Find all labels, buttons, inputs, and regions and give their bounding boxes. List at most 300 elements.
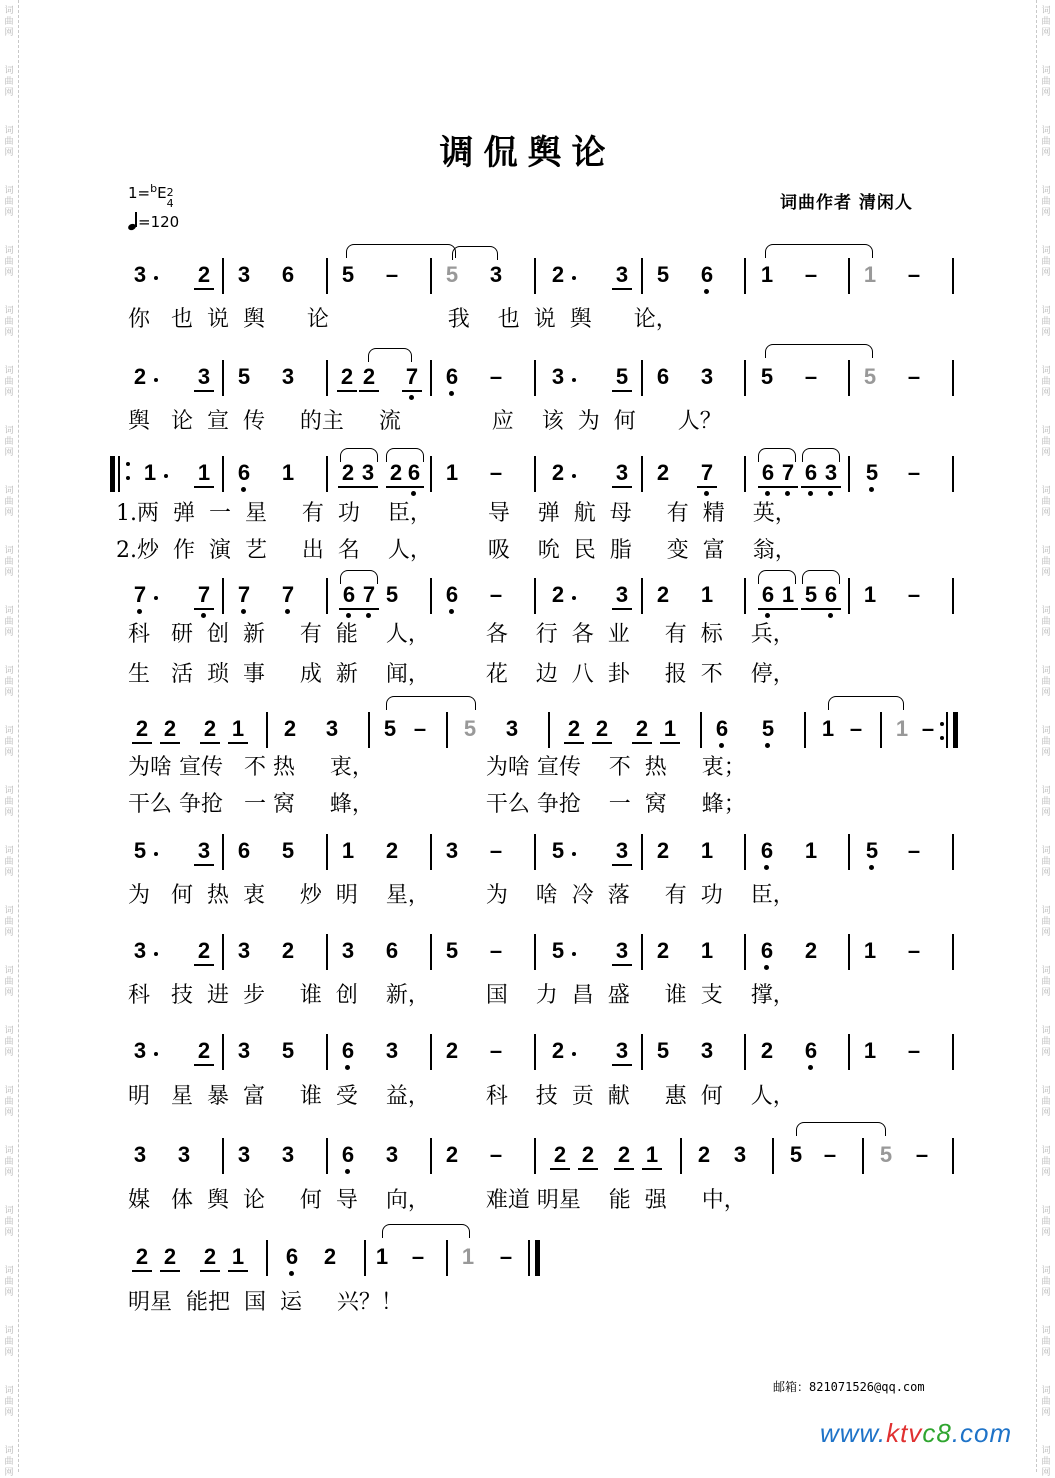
note: 6 — [800, 1038, 822, 1064]
note: 1 — [193, 460, 215, 486]
extension-dash: – — [804, 262, 818, 287]
bar-line — [222, 360, 224, 396]
bar-line — [848, 578, 850, 614]
watermark-glyph: 词 — [4, 1446, 14, 1456]
note: 6 — [338, 582, 360, 608]
watermark-glyph: 曲 — [1041, 617, 1051, 627]
extension-dash: – — [804, 364, 818, 389]
bar-line — [848, 834, 850, 870]
composer-credit: 词曲作者 清闲人 — [780, 193, 913, 213]
bar-line — [266, 712, 268, 748]
bar-line — [804, 712, 806, 748]
bar-line — [848, 360, 850, 396]
note: 3 — [733, 1142, 747, 1167]
watermark-glyph: 曲 — [4, 1337, 14, 1347]
watermark-glyph: 网 — [4, 1348, 14, 1358]
bar-line — [222, 258, 224, 294]
note: 5 — [463, 716, 477, 741]
watermark-glyph: 词 — [1041, 246, 1051, 256]
bar-line — [952, 258, 954, 294]
watermark-glyph: 网 — [1041, 688, 1051, 698]
note: 3 — [551, 364, 565, 389]
note: 2 — [385, 460, 407, 486]
watermark-glyph: 曲 — [4, 917, 14, 927]
note: 2 — [337, 460, 359, 486]
note: 1 — [700, 938, 714, 963]
note: 7 — [129, 582, 151, 608]
watermark-glyph: 词 — [1041, 1146, 1051, 1156]
note: 2 — [159, 716, 181, 742]
note: 1 — [227, 1244, 249, 1270]
note: 3 — [820, 460, 842, 486]
note: 5 — [760, 364, 774, 389]
bar-line — [680, 1138, 682, 1174]
bar-line — [222, 456, 224, 492]
watermark-glyph: 网 — [4, 28, 14, 38]
augmentation-dot — [572, 474, 576, 478]
watermark-glyph: 曲 — [1041, 737, 1051, 747]
bar-line — [430, 934, 432, 970]
watermark-glyph: 词 — [4, 246, 14, 256]
bar-line — [430, 578, 432, 614]
watermark-glyph: 词 — [4, 486, 14, 496]
note: 5 — [863, 364, 877, 389]
extension-dash: – — [907, 262, 921, 287]
bar-line — [222, 1034, 224, 1070]
note: 5 — [383, 716, 397, 741]
site-watermark: www.ktvc8.com — [820, 1418, 1013, 1448]
augmentation-dot — [154, 852, 158, 856]
watermark-glyph: 词 — [1041, 1326, 1051, 1336]
tie-arc — [828, 696, 904, 710]
watermark-glyph: 曲 — [1041, 257, 1051, 267]
tie-arc — [340, 448, 378, 462]
note: 3 — [193, 364, 215, 390]
note: 2 — [385, 838, 399, 863]
watermark-glyph: 曲 — [1041, 17, 1051, 27]
contact-email: 邮箱：821071526@qq.com — [773, 1380, 925, 1394]
note: 2 — [563, 716, 585, 742]
bar-line — [848, 934, 850, 970]
extension-dash: – — [489, 460, 503, 485]
watermark-glyph: 词 — [1041, 1386, 1051, 1396]
watermark-glyph: 词 — [1041, 1206, 1051, 1216]
watermark-glyph: 词 — [1041, 426, 1051, 436]
watermark-glyph: 网 — [1041, 568, 1051, 578]
note: 1 — [804, 838, 818, 863]
watermark-glyph: 词 — [4, 846, 14, 856]
bar-line — [744, 1034, 746, 1070]
note: 2 — [549, 1142, 571, 1168]
bar-line — [641, 1034, 643, 1070]
watermark-glyph: 曲 — [1041, 1037, 1051, 1047]
note: 2 — [760, 1038, 774, 1063]
watermark-glyph: 曲 — [1041, 1097, 1051, 1107]
note: 2 — [551, 460, 565, 485]
watermark-glyph: 网 — [4, 868, 14, 878]
note: 2 — [591, 716, 613, 742]
watermark-glyph: 网 — [4, 1228, 14, 1238]
extension-dash: – — [489, 1142, 503, 1167]
tie-arc — [765, 344, 873, 358]
note: 3 — [237, 1142, 251, 1167]
watermark-glyph: 网 — [1041, 748, 1051, 758]
bar-line — [430, 1138, 432, 1174]
watermark-glyph: 词 — [4, 1146, 14, 1156]
bar-line — [952, 1138, 954, 1174]
note: 6 — [337, 1038, 359, 1064]
watermark-glyph: 网 — [1041, 628, 1051, 638]
note: 6 — [403, 460, 425, 486]
watermark-glyph: 曲 — [4, 197, 14, 207]
extension-dash: – — [921, 716, 935, 741]
watermark-glyph: 词 — [4, 1206, 14, 1216]
watermark-glyph: 词 — [1041, 906, 1051, 916]
extension-dash: – — [413, 716, 427, 741]
bar-line — [641, 834, 643, 870]
note: 7 — [401, 364, 423, 390]
note: 5 — [281, 1038, 295, 1063]
watermark-glyph: 词 — [4, 726, 14, 736]
watermark-glyph: 曲 — [4, 317, 14, 327]
watermark-glyph: 词 — [1041, 786, 1051, 796]
bar-line — [534, 578, 536, 614]
lyric-line-3-verse-1: 1.两 弹 一 星 有 功 臣， 导 弹 航 母 有 精 英， — [116, 501, 797, 526]
tie-arc — [452, 246, 498, 260]
bar-line — [430, 360, 432, 396]
watermark-glyph: 网 — [1041, 808, 1051, 818]
note: 1 — [700, 582, 714, 607]
final-bar-line — [535, 1240, 540, 1276]
extension-dash: – — [849, 716, 863, 741]
lyric-line-9: 媒 体 舆 论 何 导 向， 难道 明星 能 强 中， — [128, 1188, 746, 1213]
repeat-dot — [126, 462, 130, 466]
lyric-line-4-verse-1: 科 研 创 新 有 能 人， 各 行 各 业 有 标 兵， — [128, 622, 795, 647]
bar-line — [534, 258, 536, 294]
watermark-glyph: 曲 — [1041, 977, 1051, 987]
tie-arc — [386, 448, 424, 462]
augmentation-dot — [154, 378, 158, 382]
watermark-glyph: 网 — [1041, 88, 1051, 98]
note: 6 — [800, 460, 822, 486]
augmentation-dot — [572, 852, 576, 856]
note: 2 — [336, 364, 358, 390]
watermark-glyph: 曲 — [4, 737, 14, 747]
note: 7 — [193, 582, 215, 608]
note: 3 — [281, 364, 295, 389]
bar-line — [946, 712, 948, 748]
watermark-glyph: 网 — [1041, 28, 1051, 38]
note: 1 — [821, 716, 835, 741]
note: 6 — [656, 364, 670, 389]
note: 3 — [133, 1038, 147, 1063]
note: 5 — [800, 582, 822, 608]
watermark-glyph: 网 — [4, 808, 14, 818]
bar-line — [880, 712, 882, 748]
watermark-glyph: 词 — [4, 906, 14, 916]
watermark-glyph: 词 — [4, 66, 14, 76]
watermark-glyph: 曲 — [1041, 677, 1051, 687]
note: 3 — [385, 1038, 399, 1063]
note: 2 — [193, 262, 215, 288]
note: 1 — [227, 716, 249, 742]
bar-line — [848, 456, 850, 492]
note: 2 — [199, 1244, 221, 1270]
lyric-line-2: 舆 论 宣 传 的主 流 应 该 为 何 人？ — [128, 409, 722, 434]
note: 3 — [611, 1038, 633, 1064]
note: 3 — [133, 262, 147, 287]
watermark-glyph: 网 — [4, 268, 14, 278]
note: 3 — [611, 460, 633, 486]
bar-line — [446, 1240, 448, 1276]
watermark-glyph: 词 — [4, 606, 14, 616]
song-title: 调侃舆论 — [439, 133, 616, 173]
bar-line — [744, 834, 746, 870]
note: 7 — [777, 460, 799, 486]
note: 5 — [861, 838, 883, 864]
watermark-glyph: 词 — [4, 1086, 14, 1096]
watermark-glyph: 词 — [1041, 486, 1051, 496]
bar-line — [641, 934, 643, 970]
watermark-glyph: 网 — [1041, 328, 1051, 338]
repeat-dot — [940, 736, 944, 740]
watermark-glyph: 网 — [1041, 448, 1051, 458]
note: 3 — [357, 460, 379, 486]
extension-dash: – — [915, 1142, 929, 1167]
watermark-glyph: 曲 — [1041, 1277, 1051, 1287]
lyric-line-10: 明星 能把 国 运 兴？！ — [128, 1290, 403, 1315]
lyric-line-8: 明 星 暴 富 谁 受 益， 科 技 贡 献 惠 何 人， — [128, 1084, 795, 1109]
watermark-glyph: 曲 — [4, 857, 14, 867]
watermark-glyph: 网 — [1041, 508, 1051, 518]
repeat-start-bar — [110, 456, 115, 492]
watermark-glyph: 曲 — [1041, 1157, 1051, 1167]
bar-line — [326, 258, 328, 294]
bar-line — [548, 712, 550, 748]
bar-line — [326, 456, 328, 492]
bar-line — [744, 578, 746, 614]
note: 2 — [631, 716, 653, 742]
watermark-glyph: 网 — [4, 148, 14, 158]
augmentation-dot — [572, 1052, 576, 1056]
watermark-glyph: 网 — [1041, 148, 1051, 158]
bar-line — [326, 1034, 328, 1070]
note: 2 — [445, 1038, 459, 1063]
note: 2 — [656, 582, 670, 607]
watermark-glyph: 网 — [1041, 1468, 1051, 1478]
note: 3 — [700, 1038, 714, 1063]
bar-line — [222, 578, 224, 614]
note: 1 — [143, 460, 157, 485]
watermark-glyph: 曲 — [4, 617, 14, 627]
note: 1 — [863, 262, 877, 287]
bar-line — [326, 360, 328, 396]
note: 6 — [441, 582, 463, 608]
note: 1 — [341, 838, 355, 863]
extension-dash: – — [907, 460, 921, 485]
lyric-line-5-verse-1: 为啥 宣传 不 热 衷， 为啥 宣传 不 热 衷； — [128, 755, 746, 780]
watermark-glyph: 网 — [4, 1408, 14, 1418]
bar-line — [430, 834, 432, 870]
note: 5 — [656, 1038, 670, 1063]
tie-arc — [796, 1122, 886, 1136]
watermark-glyph: 曲 — [1041, 317, 1051, 327]
tie-arc — [765, 244, 873, 258]
watermark-glyph: 曲 — [4, 437, 14, 447]
note: 3 — [385, 1142, 399, 1167]
watermark-glyph: 网 — [1041, 868, 1051, 878]
watermark-glyph: 网 — [4, 448, 14, 458]
note: 7 — [696, 460, 718, 486]
note: 6 — [281, 262, 295, 287]
note: 6 — [281, 1244, 303, 1270]
note: 5 — [861, 460, 883, 486]
watermark-glyph: 曲 — [1041, 1217, 1051, 1227]
note: 3 — [611, 582, 633, 608]
watermark-glyph: 词 — [4, 546, 14, 556]
watermark-glyph: 曲 — [1041, 437, 1051, 447]
note: 6 — [711, 716, 733, 742]
note: 3 — [700, 364, 714, 389]
watermark-glyph: 词 — [4, 786, 14, 796]
bar-line — [326, 1138, 328, 1174]
tie-arc — [758, 448, 796, 462]
watermark-glyph: 曲 — [4, 1397, 14, 1407]
note: 3 — [237, 1038, 251, 1063]
note: 1 — [375, 1244, 389, 1269]
bar-line — [266, 1240, 268, 1276]
extension-dash: – — [907, 1038, 921, 1063]
watermark-glyph: 词 — [1041, 1446, 1051, 1456]
bar-line — [534, 1138, 536, 1174]
note: 5 — [385, 582, 399, 607]
note: 2 — [613, 1142, 635, 1168]
watermark-glyph: 曲 — [4, 17, 14, 27]
extension-dash: – — [823, 1142, 837, 1167]
augmentation-dot — [572, 596, 576, 600]
note: 2 — [323, 1244, 337, 1269]
watermark-glyph: 网 — [1041, 1348, 1051, 1358]
bar-line — [641, 360, 643, 396]
lyric-line-3-verse-2: 2.炒 作 演 艺 出 名 人， 吸 吮 民 脂 变 富 翁， — [116, 538, 797, 563]
note: 1 — [659, 716, 681, 742]
watermark-glyph: 网 — [1041, 1288, 1051, 1298]
note: 5 — [611, 364, 633, 390]
extension-dash: – — [907, 364, 921, 389]
watermark-glyph: 词 — [4, 1326, 14, 1336]
bar-line — [222, 1138, 224, 1174]
extension-dash: – — [489, 838, 503, 863]
watermark-glyph: 曲 — [1041, 1397, 1051, 1407]
watermark-glyph: 曲 — [4, 257, 14, 267]
augmentation-dot — [572, 276, 576, 280]
note: 2 — [551, 582, 565, 607]
bar-line — [446, 712, 448, 748]
extension-dash: – — [411, 1244, 425, 1269]
bar-line — [222, 934, 224, 970]
note: 1 — [700, 838, 714, 863]
bar-line — [430, 1034, 432, 1070]
augmentation-dot — [164, 474, 168, 478]
extension-dash: – — [489, 364, 503, 389]
watermark-glyph: 词 — [4, 666, 14, 676]
bar-line — [641, 578, 643, 614]
watermark-glyph: 曲 — [1041, 77, 1051, 87]
note: 3 — [281, 1142, 295, 1167]
bar-line — [952, 934, 954, 970]
note: 6 — [337, 1142, 359, 1168]
note: 2 — [656, 838, 670, 863]
watermark-glyph: 词 — [4, 186, 14, 196]
watermark-glyph: 词 — [4, 966, 14, 976]
bar-line — [744, 360, 746, 396]
note: 1 — [777, 582, 799, 608]
bar-line — [364, 1240, 366, 1276]
watermark-glyph: 网 — [4, 1468, 14, 1478]
tie-arc — [340, 570, 378, 584]
watermark-glyph: 词 — [1041, 846, 1051, 856]
key-signature: 1=$^b$E 2 4 — [128, 182, 174, 210]
bar-line — [222, 834, 224, 870]
note: 1 — [863, 582, 877, 607]
note: 7 — [358, 582, 380, 608]
tie-arc — [802, 570, 840, 584]
bar-line — [952, 456, 954, 492]
bar-line — [368, 712, 370, 748]
watermark-glyph: 曲 — [4, 1097, 14, 1107]
watermark-glyph: 网 — [1041, 388, 1051, 398]
note: 3 — [505, 716, 519, 741]
tie-arc — [382, 1224, 470, 1238]
watermark-glyph: 网 — [1041, 1168, 1051, 1178]
augmentation-dot — [572, 378, 576, 382]
augmentation-dot — [154, 276, 158, 280]
note: 1 — [863, 938, 877, 963]
watermark-glyph: 曲 — [1041, 1337, 1051, 1347]
note: 3 — [237, 262, 251, 287]
watermark-glyph: 网 — [4, 748, 14, 758]
note: 5 — [281, 838, 295, 863]
note: 2 — [193, 1038, 215, 1064]
watermark-glyph: 词 — [1041, 666, 1051, 676]
watermark-glyph: 网 — [4, 508, 14, 518]
bar-line — [952, 1034, 954, 1070]
note: 3 — [445, 838, 459, 863]
watermark-glyph: 曲 — [4, 677, 14, 687]
lyric-line-1: 你 也 说 舆 论 我 也 说 舆 论， — [128, 307, 678, 332]
lyric-line-4-verse-2: 生 活 琐 事 成 新 闻， 花 边 八 卦 报 不 停， — [128, 662, 795, 687]
time-signature: 2 4 — [166, 186, 174, 210]
watermark-glyph: 曲 — [1041, 137, 1051, 147]
tempo-marking: =120 — [128, 212, 179, 231]
watermark-glyph: 词 — [1041, 1266, 1051, 1276]
note: 3 — [611, 262, 633, 288]
note: 3 — [341, 938, 355, 963]
watermark-glyph: 曲 — [1041, 497, 1051, 507]
note: 5 — [445, 262, 459, 287]
extension-dash: – — [907, 582, 921, 607]
note: 5 — [551, 838, 565, 863]
watermark-glyph: 词 — [1041, 126, 1051, 136]
repeat-start-thin — [118, 456, 120, 492]
note: 6 — [441, 364, 463, 390]
note: 6 — [820, 582, 842, 608]
watermark-glyph: 网 — [4, 208, 14, 218]
watermark-glyph: 曲 — [1041, 197, 1051, 207]
bar-line — [430, 456, 432, 492]
watermark-glyph: 网 — [4, 988, 14, 998]
note: 2 — [281, 938, 295, 963]
